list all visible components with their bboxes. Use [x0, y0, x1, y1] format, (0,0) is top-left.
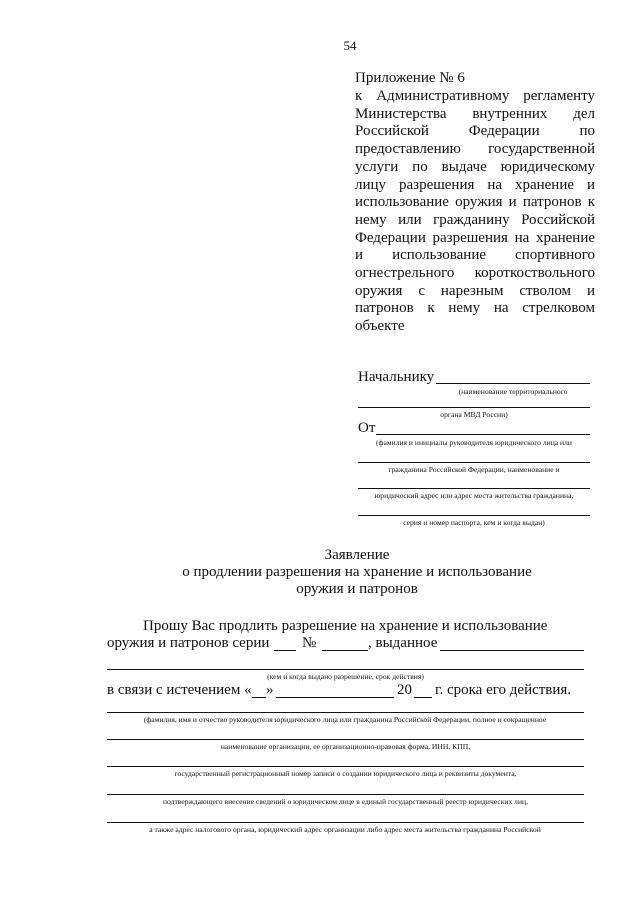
appendix-line: объекте: [355, 318, 405, 335]
year-field[interactable]: [414, 697, 432, 698]
page-number: 54: [343, 38, 357, 53]
to-field-line[interactable]: [436, 383, 590, 384]
expiry-suffix: г. срока его действия.: [435, 682, 572, 698]
appendix-line: огнестрельного короткоствольного: [355, 265, 595, 282]
appendix-line: к Административному регламенту: [355, 88, 595, 104]
applicant-hint-1: (фамилия, имя и отчество руководителя юридического лица или гражданина Российской Федерации, полное и сокращенное: [143, 715, 547, 724]
from-hint-3: юридический адрес или адрес места жительства гражданина,: [374, 491, 574, 500]
from-field-line-2[interactable]: [358, 462, 590, 463]
day-field[interactable]: [252, 697, 266, 698]
appendix-title: Приложение № 6: [355, 70, 465, 86]
statement-subtitle-2: оружия и патронов: [296, 581, 418, 597]
issued-label: , выданное: [368, 635, 438, 651]
month-field[interactable]: [276, 697, 394, 698]
appendix-line: оружия с нарезным стволом и: [355, 282, 595, 299]
appendix-line: услуги по выдаче юридическому: [355, 158, 595, 175]
request-line: Прошу Вас продлить разрешение на хранение и использование: [143, 618, 548, 634]
to-field-line-2[interactable]: [358, 407, 590, 408]
series-field[interactable]: [274, 650, 296, 651]
applicant-hint-2: наименование организации, ее организационно-правовая форма, ИНН, КПП,: [220, 742, 471, 751]
from-label: От: [358, 420, 376, 436]
issued-hint: (кем и когда выдано разрешение, срок действия): [267, 672, 424, 681]
applicant-field-5[interactable]: [107, 822, 584, 823]
applicant-hint-4: подтверждающего внесение сведений о юридическом лице в единый государственный реестр юридических лиц,: [162, 797, 529, 806]
appendix-line: использование оружия и патронов к: [355, 194, 595, 211]
appendix-line: патронов к нему на стрелковом: [355, 300, 595, 317]
from-field-line[interactable]: [376, 434, 590, 435]
to-hint: (наименование территориального: [458, 387, 568, 396]
expiry-label: в связи с истечением «: [107, 682, 252, 698]
appendix-line: Министерства внутренних дел: [355, 105, 595, 122]
from-hint: (фамилия и инициалы руководителя юридического лица или: [376, 438, 572, 447]
applicant-field-2[interactable]: [107, 739, 584, 740]
issued-details-field[interactable]: [107, 669, 584, 670]
from-hint-2: гражданина Российской Федерации, наименование и: [388, 465, 560, 474]
appendix-line: Федерации разрешения на хранение: [355, 229, 595, 246]
number-sign: №: [302, 635, 317, 651]
appendix-line: предоставлению государственной: [355, 141, 595, 158]
to-label: Начальнику: [358, 369, 435, 385]
quote-close: »: [266, 682, 274, 698]
from-field-line-4[interactable]: [358, 515, 590, 516]
appendix-line: Российской Федерации по: [355, 123, 595, 140]
applicant-field-3[interactable]: [107, 766, 584, 767]
from-field-line-3[interactable]: [358, 488, 590, 489]
series-label: оружия и патронов серии: [107, 635, 270, 651]
from-hint-4: серия и номер паспорта, кем и когда выдан): [403, 518, 545, 527]
applicant-hint-5: а также адрес налогового органа, юридический адрес организации либо адрес места жительства гражданина Российской: [149, 825, 541, 834]
statement-title: Заявление: [324, 547, 390, 563]
applicant-field-1[interactable]: [107, 712, 584, 713]
statement-subtitle: о продлении разрешения на хранение и использование: [182, 564, 532, 580]
appendix-line: нему или гражданину Российской: [355, 211, 595, 228]
issued-field[interactable]: [440, 650, 584, 651]
appendix-text: [355, 88, 595, 336]
number-field[interactable]: [322, 650, 368, 651]
year-prefix: 20: [397, 682, 412, 698]
to-hint-2: органа МВД России): [440, 410, 508, 419]
applicant-hint-3: государственный регистрационный номер записи о создании юридического лица и реквизиты документа,: [174, 769, 517, 778]
appendix-line: и использование спортивного: [355, 247, 595, 264]
appendix-line: лицу разрешения на хранение и: [355, 176, 595, 193]
applicant-field-4[interactable]: [107, 794, 584, 795]
